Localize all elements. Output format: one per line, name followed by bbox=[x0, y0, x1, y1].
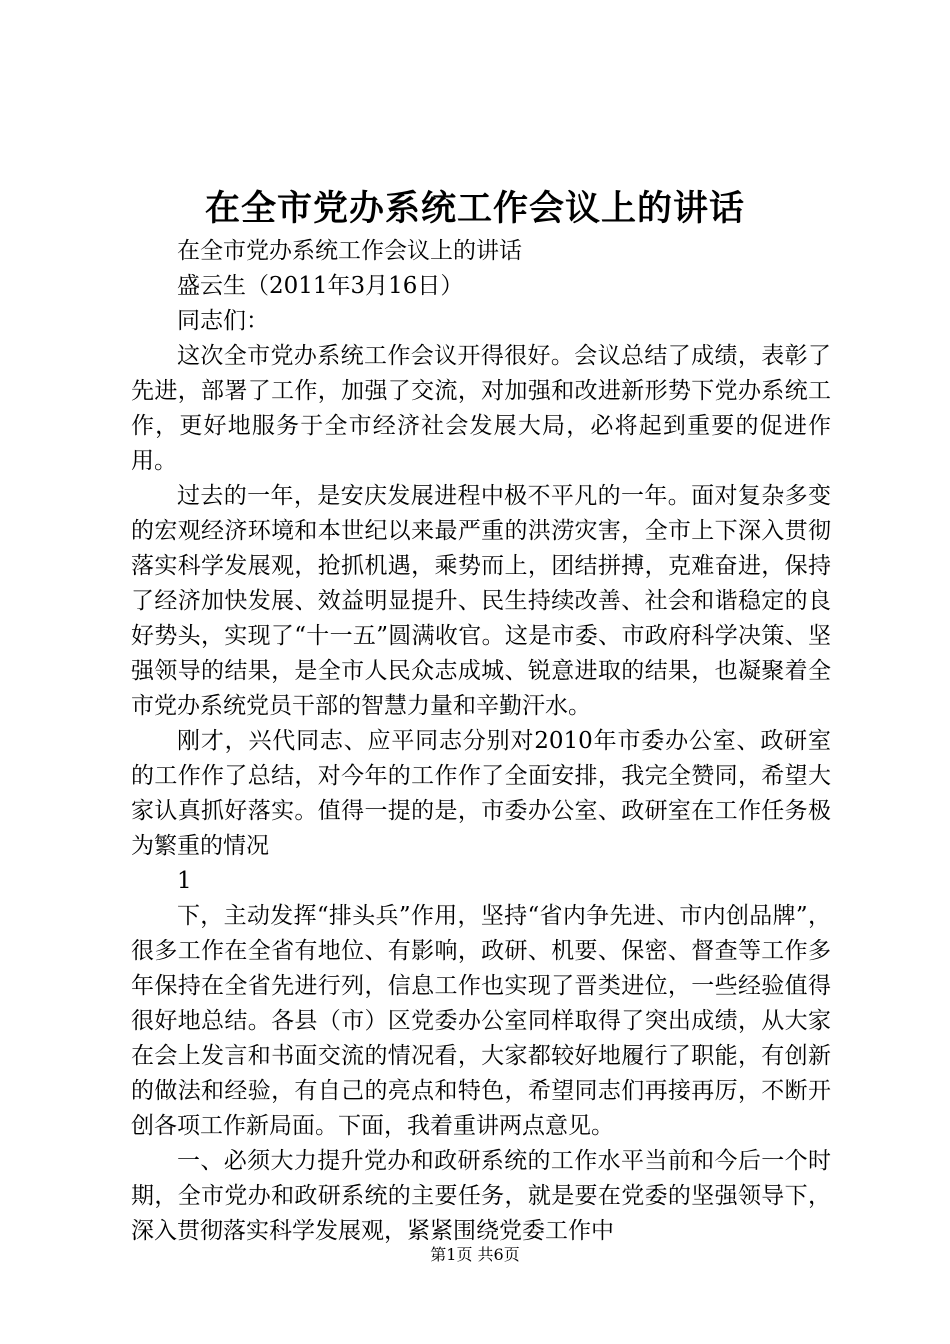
page-footer: 第1页 共6页 bbox=[430, 1245, 520, 1264]
document-body bbox=[131, 234, 831, 1249]
section-heading-paragraph: 一、必须大力提升党办和政研系统的工作水平当前和今后一个时期，全市党办和政研系统的主要任务，就是要在党委的坚强领导下，深入贯彻落实科学发展观，紧紧围绕党委工作中 bbox=[131, 1148, 831, 1244]
document-title: 在全市党办系统工作会议上的讲话 bbox=[204, 188, 745, 229]
salutation: 同志们： bbox=[177, 308, 269, 334]
body-paragraph: 刚才，兴代同志、应平同志分别对2010年市委办公室、政研室的工作作了总结，对今年的工作作了全面安排，我完全赞同，希望大家认真抓好落实。值得一提的是，市委办公室、政研室在工作任务极为繁重的情况 bbox=[131, 728, 831, 859]
body-paragraph: 过去的一年，是安庆发展进程中极不平凡的一年。面对复杂多变的宏观经济环境和本世纪以来最严重的洪涝灾害，全市上下深入贯彻落实科学发展观，抢抓机遇，乘势而上，团结拼搏，克难奋进，保持了经济加快发展、效益明显提升、民生持续改善、社会和谐稳定的良好势头，实现了“十一五”圆满收官。这是市委、市政府科学决策、坚强领导的结果，是全市人民众志成城、锐意进取的结果，也凝聚着全市党办系统党员干部的智慧力量和辛勤汗水。 bbox=[131, 483, 831, 719]
subtitle-paragraph: 在全市党办系统工作会议上的讲话 bbox=[177, 238, 522, 264]
body-paragraph: 下，主动发挥“排头兵”作用，坚持“省内争先进、市内创品牌”，很多工作在全省有地位、有影响，政研、机要、保密、督查等工作多年保持在全省先进行列，信息工作也实现了晋类进位，一些经验值得很好地总结。各县（市）区党委办公室同样取得了突出成绩，从大家在会上发言和书面交流的情况看，大家都较好地履行了职能，有创新的做法和经验，有自己的亮点和特色，希望同志们再接再厉，不断开创各项工作新局面。下面，我着重讲两点意见。 bbox=[131, 903, 831, 1139]
inline-page-number: 1 bbox=[177, 868, 192, 894]
body-paragraph: 这次全市党办系统工作会议开得很好。会议总结了成绩，表彰了先进，部署了工作，加强了交流，对加强和改进新形势下党办系统工作，更好地服务于全市经济社会发展大局，必将起到重要的促进作用。 bbox=[131, 343, 831, 474]
author-date-line: 盛云生（2011年3月16日） bbox=[177, 273, 464, 299]
